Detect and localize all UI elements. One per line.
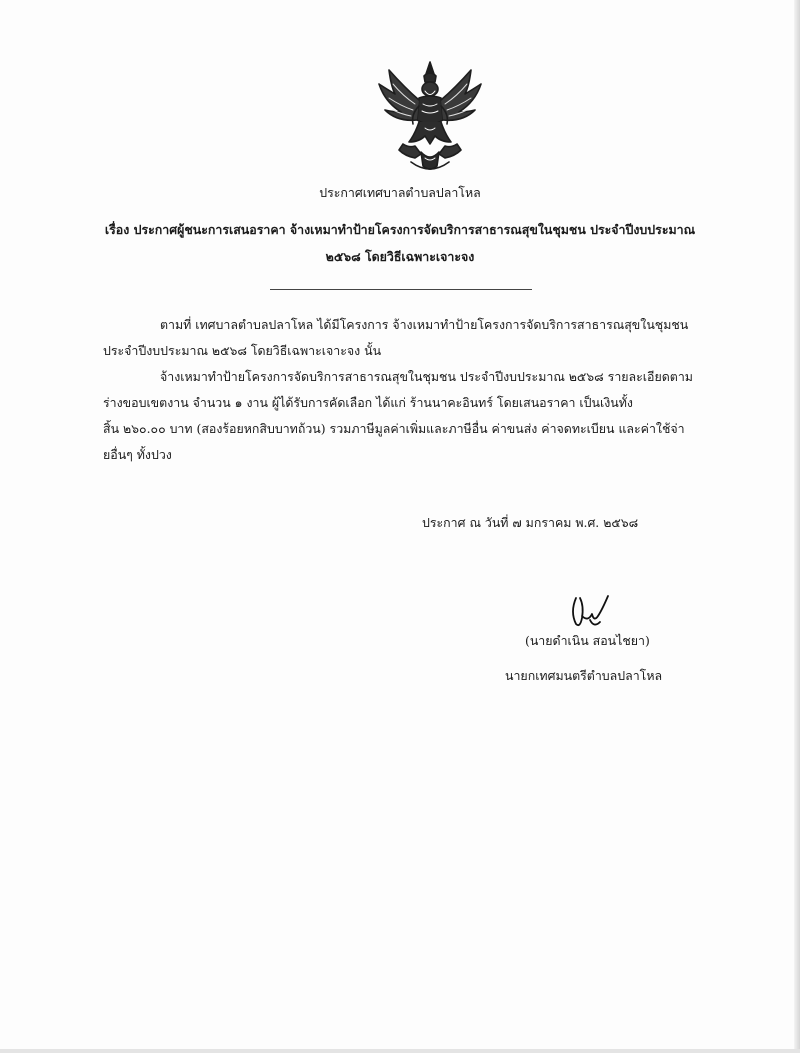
subject-line-2: ๒๕๖๘ โดยวิธีเฉพาะเจาะจง [325, 249, 475, 264]
organization-heading: ประกาศเทศบาลตำบลปลาโหล [319, 185, 481, 200]
paragraph-1-line-1: ตามที่ เทศบาลตำบลปลาโหล ได้มีโครงการ จ้างเหมาทำป้ายโครงการจัดบริการสาธารณสุขในชุมชน [160, 317, 689, 332]
heading-divider [270, 289, 532, 290]
handwritten-signature [566, 592, 612, 632]
paragraph-2-line-3: สิ้น ๒๖๐.๐๐ บาท (สองร้อยหกสิบบาทถ้วน) รวมภาษีมูลค่าเพิ่มและภาษีอื่น ค่าขนส่ง ค่าจดทะเบียน และค่าใช้จ่า [103, 421, 685, 436]
paragraph-2-line-1: จ้างเหมาทำป้ายโครงการจัดบริการสาธารณสุขในชุมชน ประจำปีงบประมาณ ๒๕๖๘ รายละเอียดตาม [160, 369, 693, 384]
page-edge-bottom [0, 1049, 800, 1053]
paragraph-2-line-2: ร่างขอบเขตงาน จำนวน ๑ งาน ผู้ได้รับการคัดเลือก ได้แก่ ร้านนาคะอินทร์ โดยเสนอราคา เป็นเงินทั้ง [103, 395, 633, 410]
page-edge-right [794, 0, 800, 1053]
announcement-date: ประกาศ ณ วันที่ ๗ มกราคม พ.ศ. ๒๕๖๘ [422, 515, 639, 530]
paragraph-2-line-4: ยอื่นๆ ทั้งปวง [103, 447, 172, 462]
paragraph-1-line-2: ประจำปีงบประมาณ ๒๕๖๘ โดยวิธีเฉพาะเจาะจง นั้น [103, 343, 382, 358]
signatory-position: นายกเทศมนตรีตำบลปลาโหล [505, 668, 663, 683]
subject-line-1: เรื่อง ประกาศผู้ชนะการเสนอราคา จ้างเหมาทำป้ายโครงการจัดบริการสาธารณสุขในชุมชน ประจำปีงบประมาณ [104, 222, 696, 237]
signatory-name: (นายดำเนิน สอนไชยา) [525, 633, 650, 648]
garuda-emblem-icon [375, 58, 485, 176]
